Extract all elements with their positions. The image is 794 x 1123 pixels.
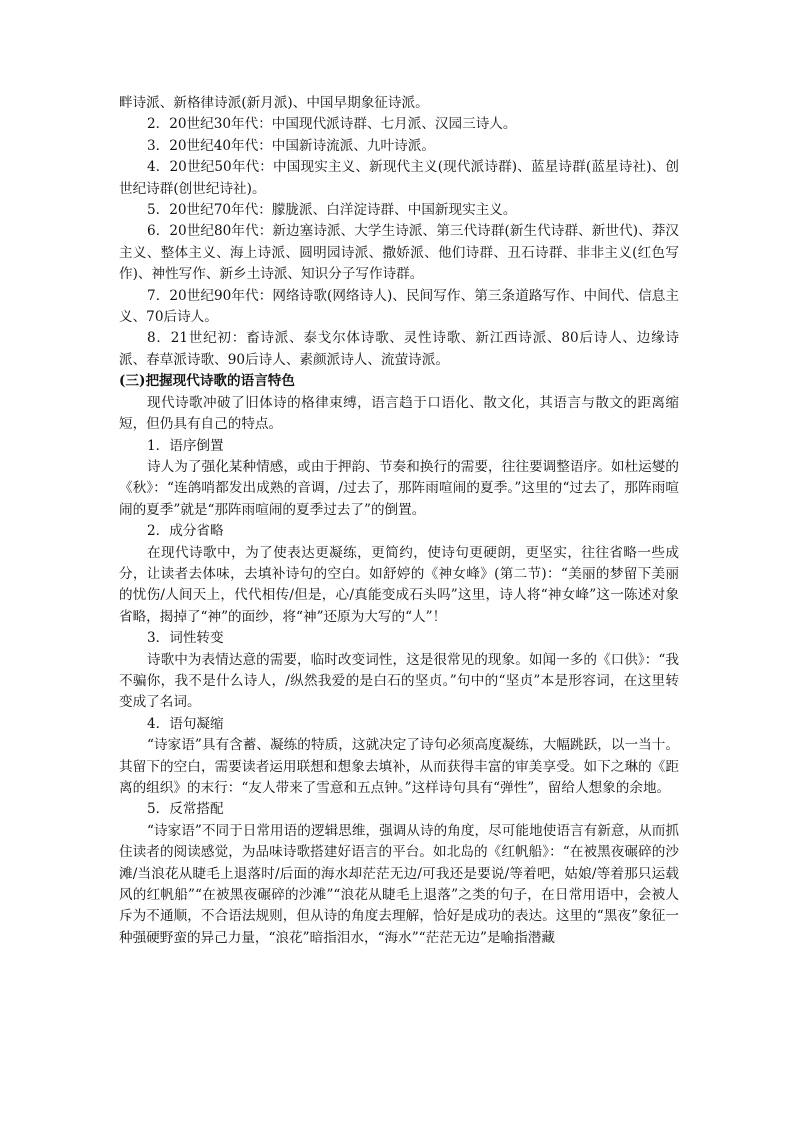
feature-title: 5．反常搭配	[147, 801, 224, 818]
feature-body: 诗歌中为表情达意的需要，临时改变词性，这是很常见的现象。如闻一多的《口供》：“我不骗你，我不是什么诗人，/纵然我爱的是白石的坚贞。”句中的“坚贞”本是形容词，在这里转变成了名词。	[119, 651, 679, 711]
schools-item-1980s: 6．20世纪80年代：新边塞诗派、大学生诗派、第三代诗群(新生代诗群、新世代)、莽汉主义、整体主义、海上诗派、圆明园诗派、撒娇派、他们诗群、丑石诗群、非非主义(红色写作)、神性写作、新乡土诗派、知识分子写作诗群。	[119, 223, 679, 283]
schools-item-1930s: 2．20世纪30年代：中国现代派诗群、七月派、汉园三诗人。	[147, 116, 517, 133]
feature-title: 1．语序倒置	[147, 437, 224, 454]
schools-item-1940s: 3．20世纪40年代：中国新诗流派、九叶诗派。	[147, 137, 435, 154]
section-heading: (三)把握现代诗歌的语言特色	[119, 373, 295, 390]
feature-title: 2．成分省略	[147, 523, 224, 540]
feature-body: “诗家语”不同于日常用语的逻辑思维，强调从诗的角度，尽可能地使语言有新意，从而抓住读者的阅读感觉，为品味诗歌搭建好语言的平台。如北岛的《红帆船》：“在被黑夜碾碎的沙滩/当浪花从睫毛上退落时/后面的海水却茫茫无边/可我还是要说/等着吧，姑娘/等着那只运载风的红帆船”“在被黑夜碾碎的沙滩”“浪花从睫毛上退落”之类的句子，在日常用语中，会被人斥为不通顺，不合语法规则，但从诗的角度去理解，恰好是成功的表达。这里的“黑夜”象征一种强硬野蛮的异己力量，“浪花”暗指泪水，“海水”“茫茫无边”是喻指潜藏	[119, 822, 679, 946]
feature-title: 3．词性转变	[147, 630, 224, 647]
document-page	[119, 93, 679, 949]
feature-body: “诗家语”具有含蓄、凝练的特质，这就决定了诗句必须高度凝练，大幅跳跃，以一当十。其留下的空白，需要读者运用联想和想象去填补，从而获得丰富的审美享受。如下之琳的《距离的组织》的末行：“友人带来了雪意和五点钟。”这样诗句具有“弹性”，留给人想象的余地。	[119, 737, 679, 796]
schools-item-1990s: 7．20世纪90年代：网络诗歌(网络诗人)、民间写作、第三条道路写作、中间代、信息主义、70后诗人。	[119, 287, 679, 326]
schools-item-1970s: 5．20世纪70年代：朦胧派、白洋淀诗群、中国新现实主义。	[147, 202, 517, 219]
schools-continuation: 畔诗派、新格律诗派(新月派)、中国早期象征诗派。	[119, 95, 429, 111]
feature-body: 诗人为了强化某种情感，或由于押韵、节奏和换行的需要，往往要调整语序。如杜运燮的《秋》：“连鸽哨都发出成熟的音调，/过去了，那阵雨喧闹的夏季。”这里的“过去了，那阵雨喧闹的夏季”就是“那阵雨喧闹的夏季过去了”的倒置。	[119, 458, 679, 518]
feature-title: 4．语句凝缩	[147, 715, 224, 732]
feature-body: 在现代诗歌中，为了使表达更凝练，更简约，使诗句更硬朗，更坚实，往往省略一些成分，让读者去体味，去填补诗句的空白。如舒婷的《神女峰》(第二节)：“美丽的梦留下美丽的忧伤/人间天上，代代相传/但是，心/真能变成石头吗”这里，诗人将“神女峰”这一陈述对象省略，揭掉了“神”的面纱，将“神”还原为大写的“人”！	[119, 544, 679, 625]
section-intro: 现代诗歌冲破了旧体诗的格律束缚，语言趋于口语化、散文化，其语言与散文的距离缩短，但仍具有自己的特点。	[119, 394, 679, 433]
schools-item-21st-century: 8．21世纪初：畜诗派、泰戈尔体诗歌、灵性诗歌、新江西诗派、80后诗人、边缘诗派、春草派诗歌、90后诗人、素颜派诗人、流萤诗派。	[119, 330, 679, 368]
schools-item-1950s: 4．20世纪50年代：中国现实主义、新现代主义(现代派诗群)、蓝星诗群(蓝星诗社)、创世纪诗群(创世纪诗社)。	[119, 159, 679, 197]
